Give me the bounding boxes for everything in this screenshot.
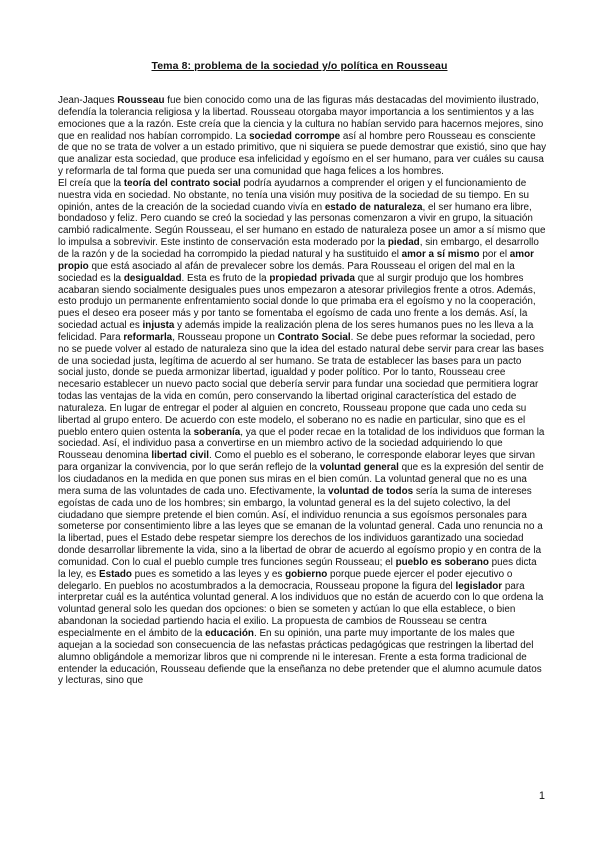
text-run: por el: [479, 248, 510, 260]
bold-term: libertad civil: [151, 450, 209, 462]
page-number: 1: [538, 790, 545, 802]
document-body: [58, 95, 546, 687]
text-run: para interpretar cuál es la auténtica voluntad general. A los individuos que no están de acuerdo con lo que ordena la voluntad general solo les quedan dos opciones: o bien se someten y actúan lo que ella establece, o bien abandonan la sociedad partiendo hacia el exilio. La propuesta de cambios de Rousseau se centra especialmente en el ámbito de la: [58, 580, 544, 639]
bold-term: pueblo es soberano: [395, 556, 489, 568]
text-run: El creía que la: [58, 177, 124, 189]
page-title: Tema 8: problema de la sociedad y/o política en Rousseau: [151, 60, 448, 72]
paragraph: [58, 95, 546, 178]
bold-term: teoría del contrato social: [123, 177, 241, 189]
bold-term: Rousseau: [117, 95, 165, 106]
text-run: porque puede ejercer el poder ejecutivo o delegarlo. En pueblos no acostumbrados a la democracia, Rousseau propone la figura del: [58, 568, 513, 592]
bold-term: amor propio: [58, 248, 534, 272]
text-run: que al surgir produjo que los hombres acabaran siendo socialmente desiguales pues unos empezaron a atesorar privilegios frente a otros. Además, esto produjo un permanente enfrentamiento social donde lo que primaba era el egoísmo y no la cooperación, pues el deseo era poseer más y por tanto se fomentaba el egoísmo de cada uno frente a los demás. Así, la sociedad actual es: [58, 272, 536, 332]
paragraph: [58, 178, 546, 687]
bold-term: soberanía: [193, 426, 241, 438]
bold-term: piedad: [387, 237, 420, 249]
text-run: . En su opinión, una parte muy importante de los males que aquejan a la sociedad son consecuencia de las nefastas prácticas pedagógicas que restringen la libertad del alumno obligándole a memorizar libros que ni comprende ni le interesan. Frente a esta forma tradicional de entender la educación, Rousseau defiende que la enseñanza no debe pretender que el alumno acumule datos y lecturas, sino que: [58, 627, 542, 687]
text-run: fue bien conocido como una de las figuras más destacadas del movimiento ilustrado, defendía la tolerancia religiosa y la libertad. Rousseau otorgaba mayor importancia a los sentimientos y a las emociones que a la razón. Este creía que la ciencia y la cultura no habían servido para hacernos mejores, sino que en realidad nos habían corrompido. La: [58, 95, 544, 142]
text-run: , ya que el poder recae en la totalidad de los individuos que forman la sociedad. Así, el individuo pasa a convertirse en un miembro activo de la sociedad adquiriendo lo que Rousseau denomina: [58, 426, 545, 462]
text-run: pues es sometido a las leyes y es: [131, 568, 286, 580]
bold-term: sociedad corrompe: [249, 130, 341, 142]
bold-term: educación: [205, 627, 254, 639]
text-run: , sin embargo, el desarrollo de la razón y de la sociedad ha corrompido la piedad natural y ha sustituido el: [58, 237, 539, 260]
text-run: así al hombre pero Rousseau es consciente de que no se trata de volver a un estado primitivo, que ni siquiera se puede demostrar que existió, sino que hay que analizar esta sociedad, que produce esa infelicidad y egoísmo en el ser humano, para ver cuáles su causa y reformarla de tal forma que pueda ser una comunidad que haga felices a los hombres.: [58, 130, 547, 178]
bold-term: propiedad privada: [269, 272, 355, 284]
bold-term: Estado: [98, 568, 132, 580]
bold-term: Contrato Social: [277, 331, 351, 343]
text-run: sería la suma de intereses egoístas de cada uno de los hombres; sin embargo, la voluntad general es la del sujeto colectivo, la del ciudadano que siempre pretende el bien común. Así, el individuo renuncia a sus egoísmos personales para someterse por consentimiento libre a las leyes que se emanan de la voluntad general. Cada uno renuncia no a la libertad, pues el Estado debe respetar siempre los derechos de los individuos garantizado una sociedad donde desarrollar libremente la vida, sino a la libertad de obrar de acuerdo al egoísmo propio y en contra de la comunidad. Con lo cual el pueblo cumple tres funciones según Rousseau; el: [58, 485, 543, 568]
bold-term: reformarla: [123, 331, 173, 343]
text-run: que está asociado al afán de prevalecer sobre los demás. Para Rousseau el origen del mal en la sociedad es la: [58, 260, 515, 284]
text-run: que es la expresión del sentir de los ciudadanos en la medida en que ponen sus miras en el bien común. La voluntad general que no es una mera suma de las voluntades de cada uno. Efectivamente, la: [58, 462, 544, 497]
bold-term: estado de naturaleza: [324, 201, 423, 213]
text-run: . Esta es fruto de la: [181, 272, 270, 284]
bold-term: voluntad de todos: [328, 485, 414, 497]
bold-term: desigualdad: [123, 272, 182, 284]
text-run: pues dicta la ley, es: [58, 556, 537, 580]
text-run: . Se debe pues reformar la sociedad, pero no se puede volver al estado de naturaleza sino que la idea del estado natural debe servir para crear las bases de una sociedad justa, legítima de acuerdo al ser humano. Se trata de establecer las bases para un pacto social justo, donde se pueda armonizar libertad, igualdad y poder político. Por lo tanto, Rousseau cree necesario establecer un nuevo pacto social que debería servir para fundar una sociedad que permitiera lograr todas las ventajas de la vida en común, pero conservando la libertad original característica del estado de naturaleza. En lugar de entregar el poder al alguien en concreto, Rousseau propone que cada uno ceda su libertad al grupo entero. De acuerdo con este modelo, el soberano no es nadie en particular, sino que es el pueblo entero quien ostenta la: [58, 331, 544, 438]
text-run: , Rousseau propone un: [172, 331, 278, 343]
bold-term: amor a sí mismo: [401, 248, 480, 260]
bold-term: injusta: [142, 320, 175, 332]
text-run: , el ser humano era libre, bondadoso y feliz. Pero cuando se creó la sociedad y las personas comenzaron a vivir en grupo, la situación cambió radicalmente. Según Rousseau, el ser humano en estado de naturaleza posee un amor a sí mismo que lo impulsa a sobrevivir. Este instinto de conservación esta moderado por la: [58, 201, 546, 249]
bold-term: voluntad general: [319, 462, 399, 474]
bold-term: gobierno: [285, 568, 328, 580]
text-run: Jean-Jaques: [58, 95, 118, 106]
text-run: y además impide la realización plena de los seres humanos pues no les lleva a la felicidad. Para: [58, 320, 534, 343]
bold-term: legislador: [455, 580, 503, 592]
text-run: . Como el pueblo es el soberano, le corresponde elaborar leyes que sirvan para organizar la convivencia, por lo que serán reflejo de la: [58, 450, 536, 474]
text-run: podría ayudarnos a comprender el origen y el funcionamiento de nuestra vida en sociedad. No obstante, no tenía una visión muy positiva de la sociedad de su tiempo. En su opinión, antes de la creación de la sociedad cuando vivía en: [58, 177, 530, 213]
